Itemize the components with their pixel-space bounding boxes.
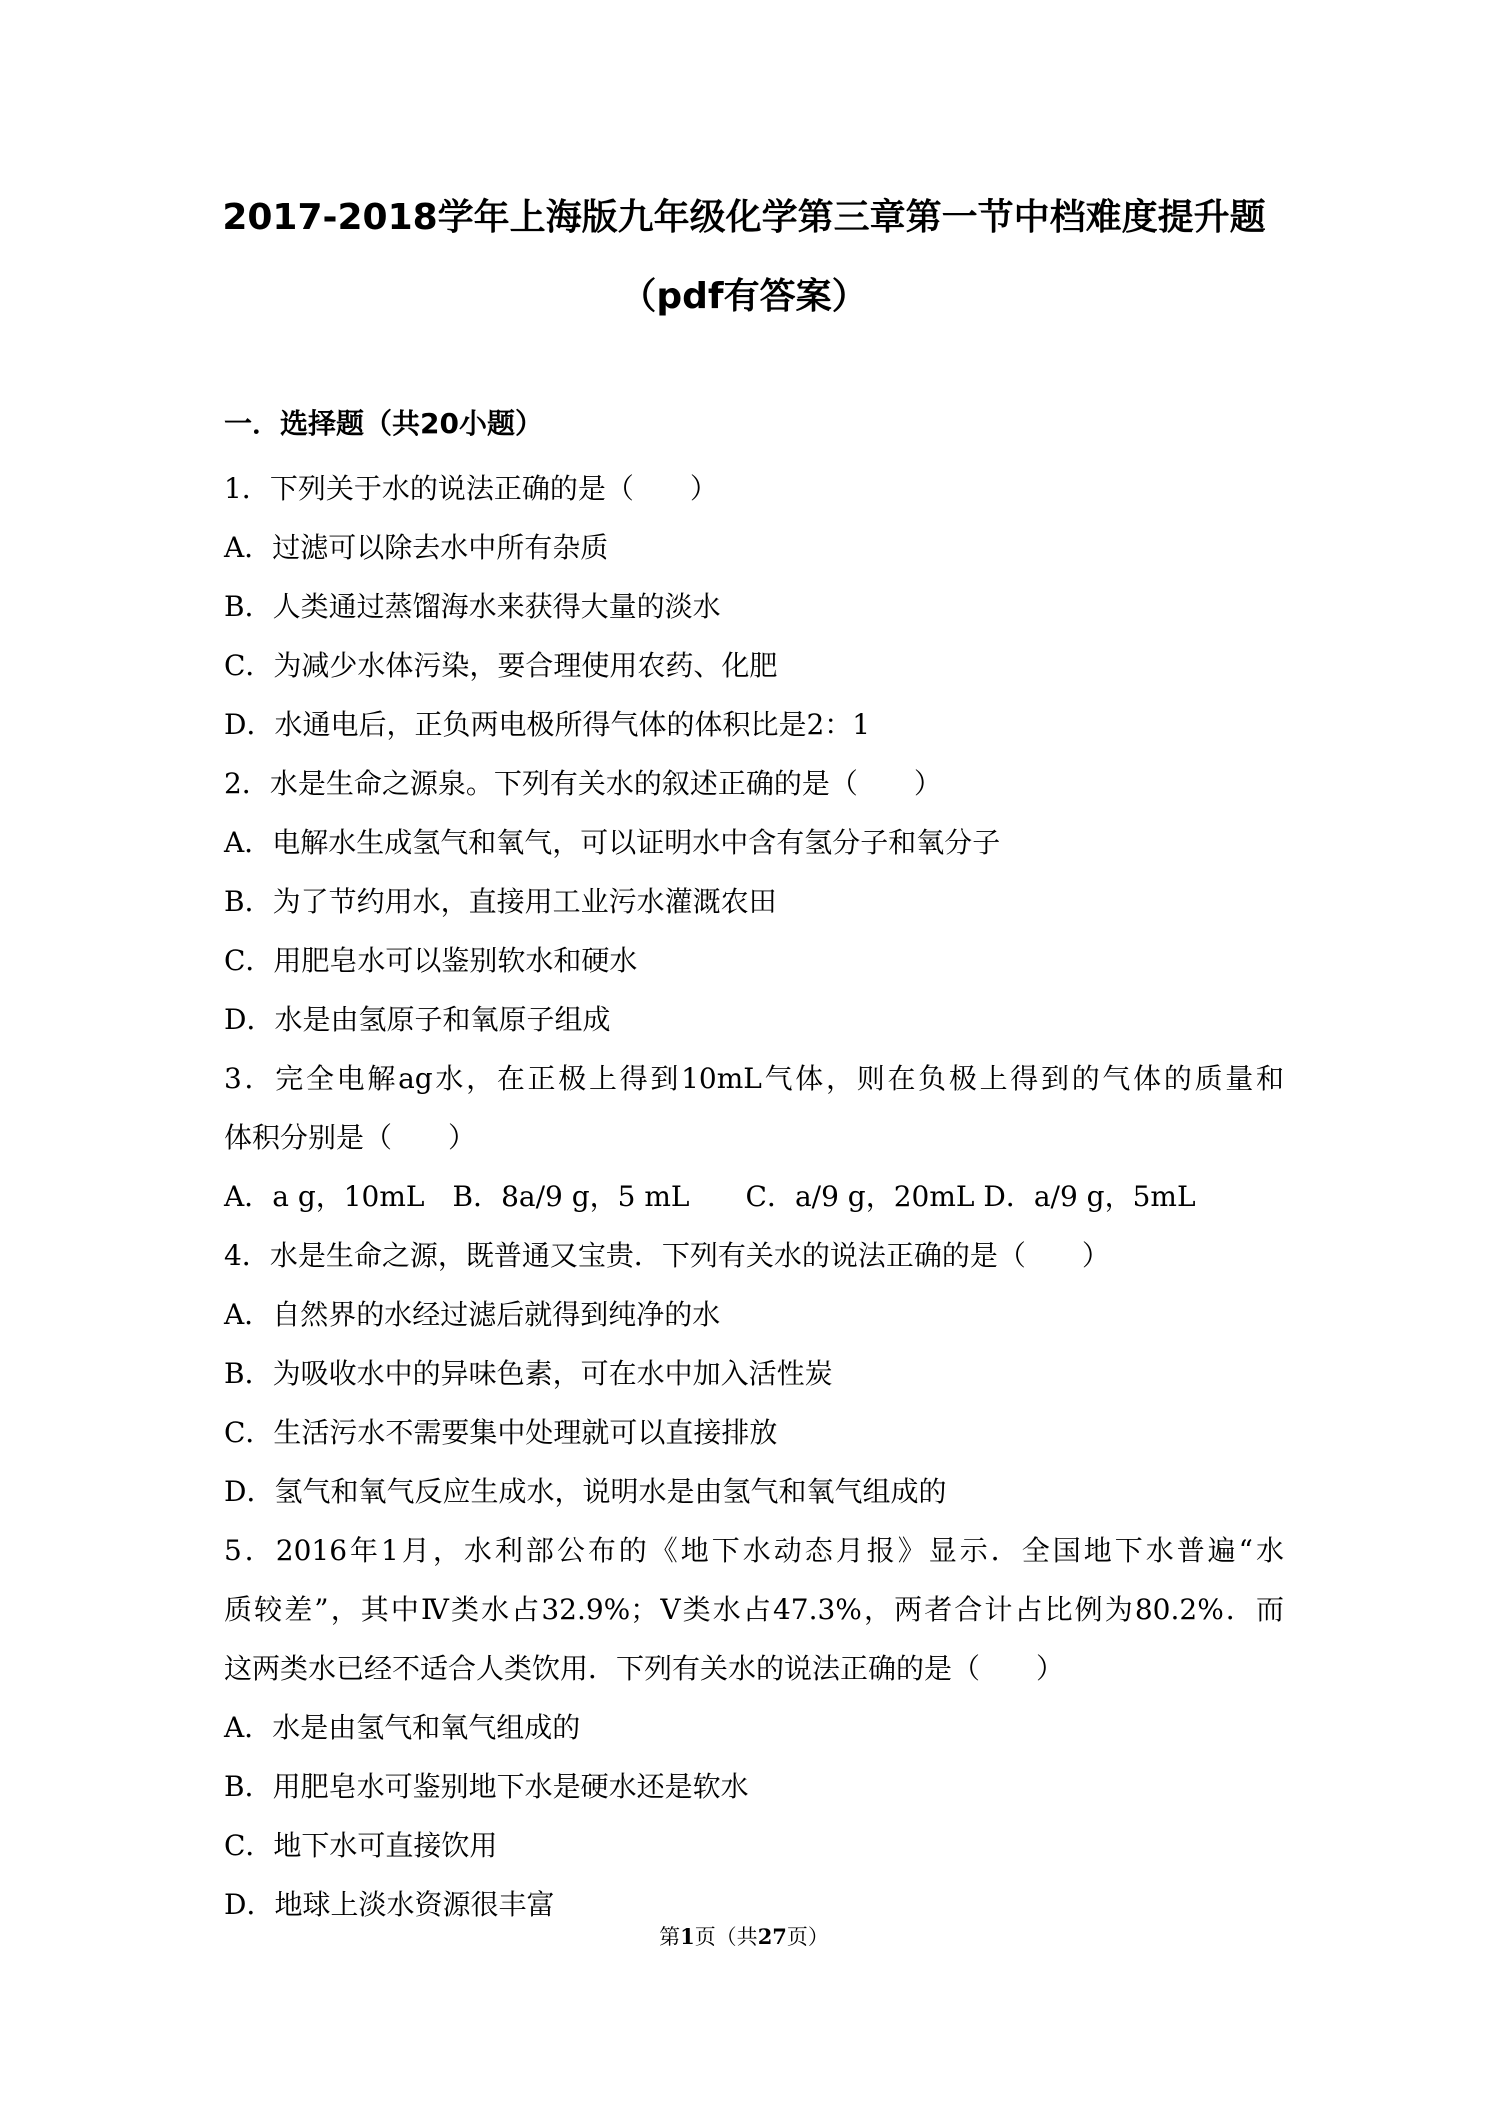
question-2-option-b: B．为了节约用水，直接用工业污水灌溉农田: [224, 885, 777, 918]
question-4-stem: 4．水是生命之源，既普通又宝贵．下列有关水的说法正确的是（ ）: [224, 1239, 1110, 1272]
question-5-stem-line-1: 5．2016年1月，水利部公布的《地下水动态月报》显示．全国地下水普遍“水: [224, 1534, 1284, 1567]
question-4-option-a: A．自然界的水经过滤后就得到纯净的水: [224, 1298, 721, 1331]
page-footer: [0, 1922, 1488, 1952]
question-list: [224, 459, 1284, 1934]
document-title-line-2: （pdf有答案）: [620, 276, 868, 317]
footer-page-number: 1: [680, 1924, 695, 1949]
question-1-option-b: B．人类通过蒸馏海水来获得大量的淡水: [224, 590, 721, 623]
question-5-option-a: A．水是由氢气和氧气组成的: [224, 1711, 581, 1744]
footer-prefix: 第: [659, 1925, 681, 1949]
question-1-option-d: D．水通电后，正负两电极所得气体的体积比是2：1: [224, 708, 871, 741]
question-2-stem: 2．水是生命之源泉。下列有关水的叙述正确的是（ ）: [224, 767, 942, 800]
question-4-option-d: D．氢气和氧气反应生成水，说明水是由氢气和氧气组成的: [224, 1475, 947, 1508]
question-2-option-c: C．用肥皂水可以鉴别软水和硬水: [224, 944, 638, 977]
question-3-stem-line-1: 3．完全电解ag水，在正极上得到10mL气体，则在负极上得到的气体的质量和: [224, 1062, 1284, 1095]
footer-suffix: 页）: [786, 1925, 829, 1949]
question-5-option-c: C．地下水可直接饮用: [224, 1829, 498, 1862]
question-5-option-d: D．地球上淡水资源很丰富: [224, 1888, 555, 1921]
question-3-stem-line-2: 体积分别是（ ）: [224, 1121, 477, 1154]
question-1-option-a: A．过滤可以除去水中所有杂质: [224, 531, 609, 564]
question-3-options: A．a g，10mL B．8a/9 g，5 mL C．a/9 g，20mL D．a/9 g，5mL: [224, 1180, 1196, 1213]
footer-total-pages: 27: [757, 1924, 787, 1949]
question-1-option-c: C．为减少水体污染，要合理使用农药、化肥: [224, 649, 778, 682]
footer-middle: 页（共: [694, 1925, 758, 1949]
question-5-stem-line-2: 质较差”，其中Ⅳ类水占32.9%；Ⅴ类水占47.3%，两者合计占比例为80.2%．而: [224, 1593, 1284, 1626]
question-5-option-b: B．用肥皂水可鉴别地下水是硬水还是软水: [224, 1770, 749, 1803]
question-2-option-a: A．电解水生成氢气和氧气，可以证明水中含有氢分子和氧分子: [224, 826, 1001, 859]
question-5-stem-line-3: 这两类水已经不适合人类饮用．下列有关水的说法正确的是（ ）: [224, 1652, 1065, 1685]
section-heading: 一．选择题（共20小题）: [224, 407, 543, 440]
question-4-option-c: C．生活污水不需要集中处理就可以直接排放: [224, 1416, 778, 1449]
question-2-option-d: D．水是由氢原子和氧原子组成: [224, 1003, 611, 1036]
document-title-line-1: 2017-2018学年上海版九年级化学第三章第一节中档难度提升题: [222, 197, 1266, 238]
question-1-stem: 1．下列关于水的说法正确的是（ ）: [224, 472, 718, 505]
question-4-option-b: B．为吸收水中的异味色素，可在水中加入活性炭: [224, 1357, 833, 1390]
